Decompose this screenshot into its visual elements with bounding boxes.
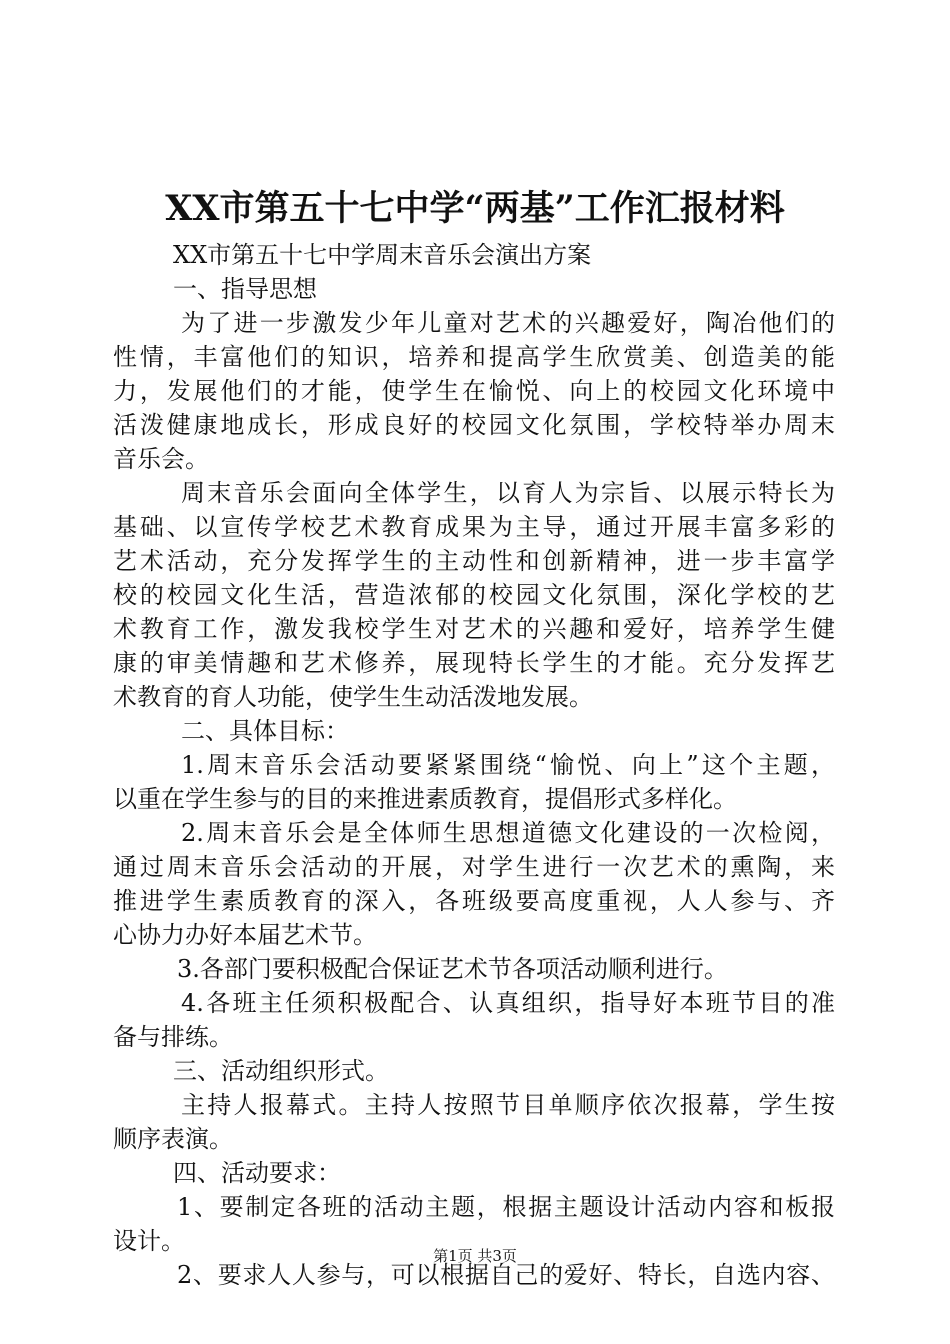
body-line: 四、活动要求：	[173, 1159, 341, 1187]
body-line: 一、指导思想	[173, 275, 317, 303]
body-line: 校的校园文化生活，营造浓郁的校园文化氛围，深化学校的艺	[113, 581, 835, 609]
body-line: 术教育的育人功能，使学生生动活泼地发展。	[113, 683, 593, 711]
body-line: 顺序表演。	[113, 1125, 233, 1153]
body-line: 周末音乐会面向全体学生，以育人为宗旨、以展示特长为	[181, 479, 835, 507]
body-line: 2.周末音乐会是全体师生思想道德文化建设的一次检阅，	[181, 819, 835, 847]
body-line: 心协力办好本届艺术节。	[113, 921, 377, 949]
body-line: 术教育工作，激发我校学生对艺术的兴趣和爱好，培养学生健	[113, 615, 835, 643]
body-line: 二、具体目标：	[181, 717, 349, 745]
page-number-footer: 第1页 共3页	[433, 1247, 517, 1265]
body-line: 性情，丰富他们的知识，培养和提高学生欣赏美、创造美的能	[113, 343, 835, 371]
body-line: 为了进一步激发少年儿童对艺术的兴趣爱好，陶冶他们的	[181, 309, 835, 337]
body-line: 3.各部门要积极配合保证艺术节各项活动顺利进行。	[177, 955, 728, 983]
body-line: 1.周末音乐会活动要紧紧围绕“愉悦、向上”这个主题，	[181, 751, 835, 779]
body-line: 基础、以宣传学校艺术教育成果为主导，通过开展丰富多彩的	[113, 513, 835, 541]
body-line: 2、要求人人参与，可以根据自己的爱好、特长，自选内容、	[177, 1261, 835, 1289]
body-line: 以重在学生参与的目的来推进素质教育，提倡形式多样化。	[113, 785, 737, 813]
body-line: 力，发展他们的才能，使学生在愉悦、向上的校园文化环境中	[113, 377, 835, 405]
body-line: 备与排练。	[113, 1023, 233, 1051]
body-line: 推进学生素质教育的深入，各班级要高度重视，人人参与、齐	[113, 887, 835, 915]
document-body	[113, 238, 835, 1292]
body-line: 活泼健康地成长，形成良好的校园文化氛围，学校特举办周末	[113, 411, 835, 439]
body-line: 主持人报幕式。主持人按照节目单顺序依次报幕，学生按	[181, 1091, 835, 1119]
body-line: 艺术活动，充分发挥学生的主动性和创新精神，进一步丰富学	[113, 547, 835, 575]
body-line: 设计。	[113, 1227, 185, 1255]
body-line: XX市第五十七中学周末音乐会演出方案	[173, 241, 592, 269]
body-line: 4.各班主任须积极配合、认真组织，指导好本班节目的准	[181, 989, 835, 1017]
body-line: 1、要制定各班的活动主题，根据主题设计活动内容和板报	[177, 1193, 835, 1221]
body-line: 通过周末音乐会活动的开展，对学生进行一次艺术的熏陶，来	[113, 853, 835, 881]
body-line: 康的审美情趣和艺术修养，展现特长学生的才能。充分发挥艺	[113, 649, 835, 677]
body-line: 三、活动组织形式。	[173, 1057, 389, 1085]
body-line: 音乐会。	[113, 445, 209, 473]
document-title: XX市第五十七中学“两基”工作汇报材料	[165, 188, 785, 229]
